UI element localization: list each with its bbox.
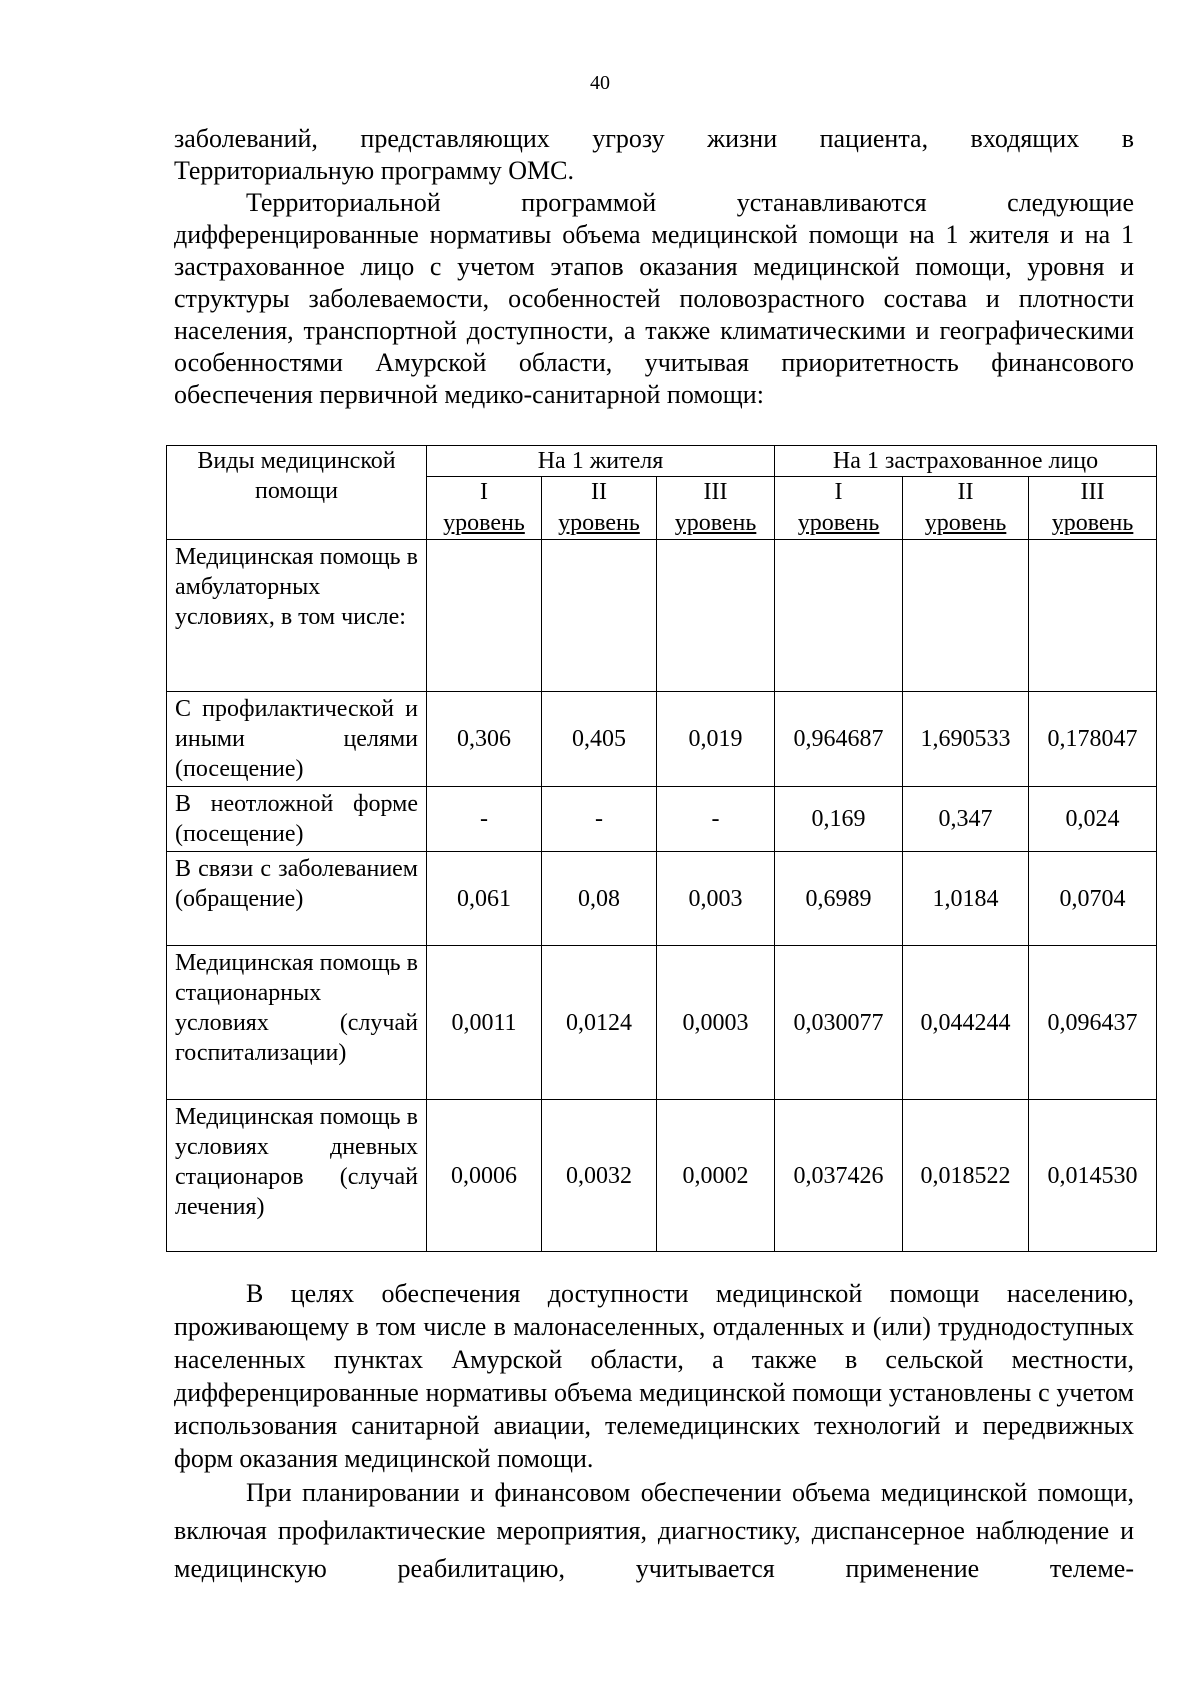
level-word: уровень bbox=[558, 510, 640, 536]
paragraph-planning bbox=[174, 1474, 1134, 1588]
level-number: I bbox=[480, 479, 488, 505]
cell-value: 0,018522 bbox=[903, 1100, 1029, 1252]
cell-value: 0,0006 bbox=[427, 1100, 542, 1252]
row-label: Медицинская помощь в амбулаторных условиях, в том числе: bbox=[167, 540, 427, 692]
cell-value: 0,0032 bbox=[542, 1100, 657, 1252]
cell-value: 0,0002 bbox=[657, 1100, 775, 1252]
cell-value bbox=[542, 540, 657, 692]
cell-value: 1,0184 bbox=[903, 852, 1029, 946]
cell-value: 0,019 bbox=[657, 692, 775, 787]
paragraph-accessibility bbox=[174, 1277, 1134, 1475]
header-level bbox=[775, 477, 903, 540]
cell-value bbox=[775, 540, 903, 692]
level-number: II bbox=[591, 479, 607, 505]
header-level bbox=[657, 477, 775, 540]
cell-value: 0,014530 bbox=[1029, 1100, 1157, 1252]
header-care-type: Виды медицинской помощи bbox=[167, 446, 427, 540]
paragraph-3: При планировании и финансовом обеспечении объема медицинской помощи, включая профилактические мероприятия, диагностику, диспансерное наблюдение и медицинскую реабилитацию, учитывается применение телеме- bbox=[174, 1478, 1134, 1583]
cell-value: 0,306 bbox=[427, 692, 542, 787]
table-row bbox=[167, 946, 1157, 1100]
intro-line-1: заболеваний, представляющих угрозу жизни пациента, входящих в bbox=[174, 124, 1134, 153]
row-label: Медицинская помощь в условиях дневных стационаров (случай лечения) bbox=[167, 1100, 427, 1252]
level-number: III bbox=[703, 479, 728, 505]
page-number: 40 bbox=[590, 72, 610, 94]
cell-value: 0,003 bbox=[657, 852, 775, 946]
level-word: уровень bbox=[1051, 510, 1134, 536]
cell-value: 0,6989 bbox=[775, 852, 903, 946]
cell-value: 0,0003 bbox=[657, 946, 775, 1100]
cell-value: 0,178047 bbox=[1029, 692, 1157, 787]
level-word: уровень bbox=[674, 510, 757, 536]
table-row bbox=[167, 540, 1157, 692]
level-word: уровень bbox=[924, 510, 1007, 536]
level-word: уровень bbox=[443, 510, 525, 536]
norms-table bbox=[166, 445, 1157, 1252]
cell-value: 0,0124 bbox=[542, 946, 657, 1100]
cell-value: 0,0011 bbox=[427, 946, 542, 1100]
cell-value: 1,690533 bbox=[903, 692, 1029, 787]
cell-value: - bbox=[657, 787, 775, 852]
row-label: В связи с заболеванием (обращение) bbox=[167, 852, 427, 946]
intro-line-2: Территориальную программу ОМС. bbox=[174, 156, 574, 185]
table-row bbox=[167, 787, 1157, 852]
cell-value bbox=[903, 540, 1029, 692]
row-label: В неотложной форме (посещение) bbox=[167, 787, 427, 852]
header-per-insured: На 1 застрахованное лицо bbox=[775, 446, 1157, 477]
header-level bbox=[1029, 477, 1157, 540]
cell-value: 0,044244 bbox=[903, 946, 1029, 1100]
header-per-resident: На 1 жителя bbox=[427, 446, 775, 477]
cell-value: 0,347 bbox=[903, 787, 1029, 852]
table-header-row bbox=[167, 446, 1157, 477]
header-level bbox=[427, 477, 542, 540]
cell-value: - bbox=[427, 787, 542, 852]
row-label: Медицинская помощь в стационарных условиях (случай госпитализации) bbox=[167, 946, 427, 1100]
intro-text bbox=[174, 123, 1134, 411]
cell-value: 0,024 bbox=[1029, 787, 1157, 852]
cell-value: - bbox=[542, 787, 657, 852]
cell-value: 0,169 bbox=[775, 787, 903, 852]
intro-paragraph: Территориальной программой устанавливаются следующие дифференцированные нормативы объема медицинской помощи на 1 жителя и на 1 застрахованное лицо с учетом этапов оказания медицинской помощи, уровня и структуры заболеваемости, особенностей половозрастного состава и плотности населения, транспортной доступности, а также климатическими и географическими особенностями Амурской области, учитывая приоритетность финансового обеспечения первичной медико-санитарной помощи: bbox=[174, 188, 1134, 409]
level-number: III bbox=[1080, 479, 1105, 505]
header-level bbox=[903, 477, 1029, 540]
table-row bbox=[167, 692, 1157, 787]
cell-value bbox=[1029, 540, 1157, 692]
paragraph-2: В целях обеспечения доступности медицинской помощи населению, проживающему в том числе в малонаселенных, отдаленных и (или) труднодоступных населенных пунктах Амурской области, а также в сельской местности, дифференцированные нормативы объема медицинской помощи установлены с учетом использования санитарной авиации, телемедицинских технологий и передвижных форм оказания медицинской помощи. bbox=[174, 1279, 1134, 1473]
cell-value: 0,096437 bbox=[1029, 946, 1157, 1100]
cell-value: 0,405 bbox=[542, 692, 657, 787]
cell-value: 0,037426 bbox=[775, 1100, 903, 1252]
level-number: II bbox=[957, 479, 974, 505]
table-row bbox=[167, 1100, 1157, 1252]
header-level bbox=[542, 477, 657, 540]
cell-value: 0,0704 bbox=[1029, 852, 1157, 946]
table-row bbox=[167, 852, 1157, 946]
cell-value: 0,08 bbox=[542, 852, 657, 946]
cell-value: 0,030077 bbox=[775, 946, 903, 1100]
cell-value: 0,964687 bbox=[775, 692, 903, 787]
row-label: С профилактической и иными целями (посещение) bbox=[167, 692, 427, 787]
cell-value bbox=[427, 540, 542, 692]
level-number: I bbox=[834, 479, 843, 505]
cell-value bbox=[657, 540, 775, 692]
level-word: уровень bbox=[797, 510, 880, 536]
cell-value: 0,061 bbox=[427, 852, 542, 946]
